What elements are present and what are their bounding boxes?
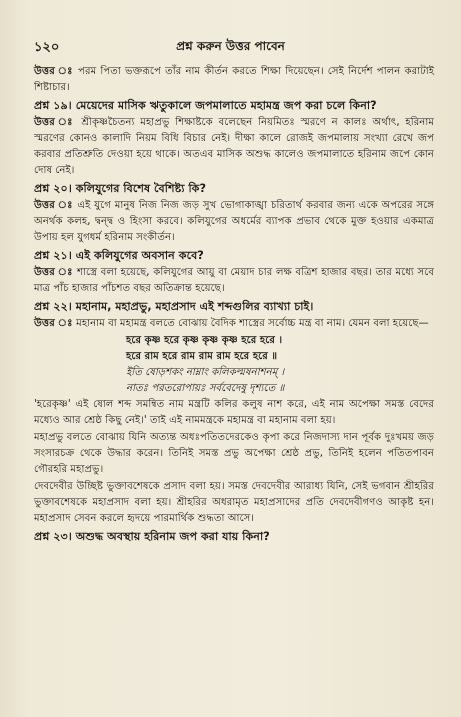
page-header xyxy=(0,38,461,58)
answer-paragraph xyxy=(34,198,434,246)
question-heading xyxy=(34,180,434,197)
answer-label: উত্তর ঃ xyxy=(34,267,77,278)
block-text: শাস্ত্রে বলা হয়েছে, কলিযুগের আয়ু বা মেয়াদ চার লক্ষ বত্রিশ হাজার বছর। তার মধ্যে সবে মাত্র পাঁচ হাজার পাঁচশত বছর অতিক্রান্ত হয়েছে। xyxy=(34,267,435,294)
block-text: হরে রাম হরে রাম রাম রাম হরে হরে ॥ xyxy=(126,351,278,362)
block-text: কলিযুগের বিশেষ বৈশিষ্ট্য কি? xyxy=(75,182,206,195)
block-text: 'হরেকৃষ্ণ' এই ষোল শব্দ সমন্বিত নাম মন্ত্রটি কলির কলুষ নাশ করে, এই নাম অপেক্ষা সমস্ত বেদের মধ্যেও আর শ্রেষ্ঠ কিছু নেই।' তাই এই নামমন্ত্রকে মহামন্ত্র বা মহানাম বলা হয়। xyxy=(34,399,434,426)
block-text: হরে কৃষ্ণ হরে কৃষ্ণ কৃষ্ণ কৃষ্ণ হরে হরে । xyxy=(126,335,283,346)
body-paragraph xyxy=(34,479,434,527)
block-text: মহাপ্রভু বলতে বোঝায় যিনি অত্যন্ত অধঃপতিতদেরকেও কৃপা করে নিজদাস্য দান পূর্বক দুঃখময় জড় সংসারচক্র থেকে উদ্ধার করেন। তিনিই সমস্ত প্রভু অপেক্ষা শ্রেষ্ঠ প্রভু, তিনিই হলেন পতিতপাবন গৌরহরি মহাপ্রভু। xyxy=(34,432,434,475)
question-label: প্রশ্ন ২০। xyxy=(34,182,76,195)
answer-label: উত্তর ঃ xyxy=(34,200,78,211)
question-label: প্রশ্ন ২৩। xyxy=(34,530,76,543)
question-heading xyxy=(34,247,434,264)
question-heading xyxy=(34,298,434,315)
question-heading xyxy=(34,528,434,545)
mantra-line xyxy=(34,333,434,349)
block-text: মেয়েদের মাসিক ঋতুকালে জপমালাতে মহামন্ত্র জপ করা চলে কিনা? xyxy=(75,99,377,112)
question-label: প্রশ্ন ২২। xyxy=(34,300,76,313)
answer-label: উত্তর ঃ xyxy=(34,117,82,128)
answer-label: উত্তর ঃ xyxy=(34,66,79,77)
question-heading xyxy=(34,97,434,114)
question-label: প্রশ্ন ১৯। xyxy=(34,99,76,112)
block-text: পরম পিতা ভক্তরূপে তাঁর নাম কীর্তন করতে শিক্ষা দিয়েছেন। সেই নির্দেশ পালন করাটাই শিষ্টাচার। xyxy=(34,66,434,93)
block-text: মহানাম, মহাপ্রভু, মহাপ্রসাদ এই শব্দগুলির ব্যাখ্যা চাই। xyxy=(75,300,314,313)
block-text: শ্রীকৃষ্ণচৈতন্য মহাপ্রভু শিক্ষাষ্টকে বলেছেন নিয়মিতঃ স্মরণে ন কালঃ অর্থাৎ, হরিনাম স্মরণের কোনও কালাদি নিয়ম বিধি বিচার নেই। দীক্ষা কালে রোজই জপমালায় সংখ্যা রেখে জপ করবার প্রতিশ্রুতি দেওয়া হয়ে থাকে। অতএব মাসিক অশুদ্ধ কালেও জপমালাতে হরিনাম জপে কোন দোষ নেই। xyxy=(34,117,434,176)
running-title: প্রশ্ন করুন উত্তর পাবেন xyxy=(176,39,285,53)
body-paragraph xyxy=(34,397,434,429)
sanskrit-verse-line xyxy=(34,365,434,381)
answer-paragraph xyxy=(34,265,434,297)
answer-paragraph xyxy=(34,316,434,332)
block-text: এই কলিযুগের অবসান কবে? xyxy=(75,249,204,262)
sanskrit-verse-line xyxy=(34,381,434,397)
page-body xyxy=(34,64,434,546)
block-text: অশুদ্ধ অবস্থায় হরিনাম জপ করা যায় কিনা? xyxy=(75,530,270,543)
mantra-line xyxy=(34,349,434,365)
block-text: নাতঃ পরতরোপায়ঃ সর্ববেদেষু দৃশ্যতে ॥ xyxy=(126,383,285,394)
block-text: ইতি ষোড়শকং নাম্নাং কলিকল্মষনাশনম্ । xyxy=(126,367,285,378)
question-label: প্রশ্ন ২১। xyxy=(34,249,76,262)
answer-paragraph xyxy=(34,115,434,179)
block-text: মহানাম বা মহামন্ত্র বলতে বোঝায় বৈদিক শাস্ত্রের সর্বোচ্চ মন্ত্র বা নাম। যেমন বলা হয়েছে— xyxy=(76,318,429,329)
answer-label: উত্তর ঃ xyxy=(34,318,77,329)
page-number: ১২০ xyxy=(34,40,60,55)
answer-paragraph xyxy=(34,64,434,96)
block-text: দেবদেবীর উচ্ছিষ্ট ভুক্তাবশেষকে প্রসাদ বলা হয়। সমস্ত দেবদেবীর আরাধ্য যিনি, সেই ভগবান শ্রীহরির ভুক্তাবশেষকে মহাপ্রসাদ বলা হয়। শ্রীহরির অধরামৃত মহাপ্রসাদের প্রতি দেবদেবীগণও আকৃষ্ট হন। মহাপ্রসাদ সেবন করলে হৃদয়ে পারমার্থিক শুদ্ধতা আসে। xyxy=(34,481,434,524)
body-paragraph xyxy=(34,430,434,478)
block-text: এই যুগে মানুষ নিজ নিজ জড় সুখ ভোগাকাঙ্খা চরিতার্থ করবার জন্য একে অপরের সঙ্গে অনর্থক কলহ, দ্বন্দ্ব ও হিংসা করবে। কলিযুগের অধর্মের ব্যাপক প্রভাব থেকে মুক্ত হওয়ার একমাত্র উপায় হল যুগধর্ম হরিনাম সংকীর্তন। xyxy=(34,200,435,243)
